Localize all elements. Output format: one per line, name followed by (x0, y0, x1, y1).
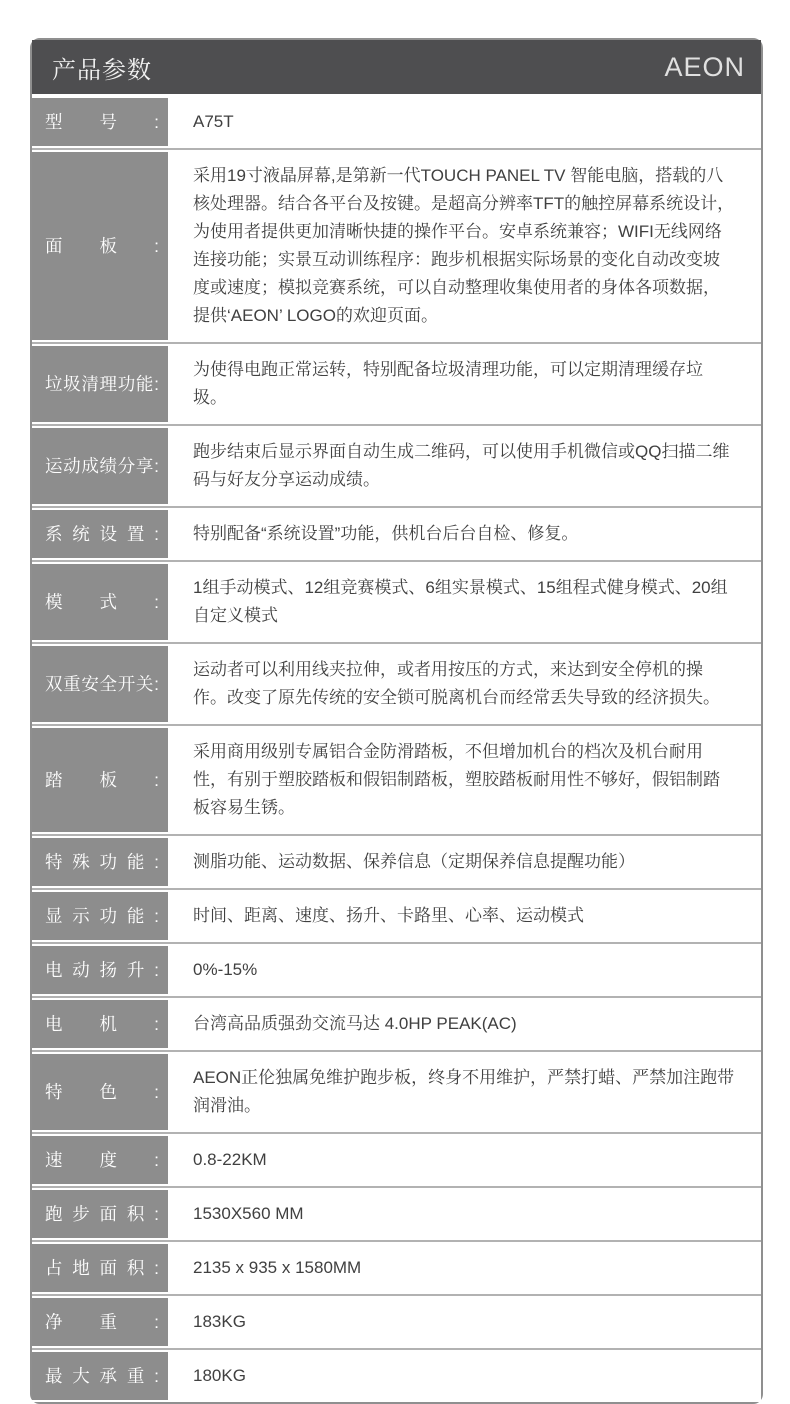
spec-label-cell (32, 1298, 168, 1346)
spec-label: 双重安全开关: (45, 674, 159, 694)
brand-logo-text: AEON (664, 51, 745, 82)
spec-label: 占地面积: (45, 1258, 159, 1278)
spec-value-cell (173, 1000, 761, 1048)
spec-row (32, 1294, 761, 1348)
spec-label-cell (32, 838, 168, 886)
spec-label-cell (32, 346, 168, 422)
spec-value-cell (173, 646, 761, 722)
spec-value: A75T (193, 112, 234, 131)
spec-value-cell (173, 510, 761, 558)
spec-value: 180KG (193, 1366, 246, 1385)
spec-row (32, 996, 761, 1050)
spec-row (32, 506, 761, 560)
spec-value-cell (173, 1190, 761, 1238)
spec-value-cell (173, 346, 761, 422)
spec-label: 电机: (45, 1014, 159, 1034)
spec-value: 1530X560 MM (193, 1204, 304, 1223)
spec-label-cell (32, 428, 168, 504)
spec-value: 2135 x 935 x 1580MM (193, 1258, 362, 1277)
spec-value-cell (173, 564, 761, 640)
spec-value: 0.8-22KM (193, 1150, 267, 1169)
spec-label-cell (32, 1190, 168, 1238)
spec-label-cell (32, 646, 168, 722)
spec-value-cell (173, 728, 761, 832)
spec-label: 速度: (45, 1150, 159, 1170)
spec-value-cell (173, 1352, 761, 1400)
spec-row (32, 96, 761, 148)
spec-value: 采用商用级别专属铝合金防滑踏板，不但增加机台的档次及机台耐用性，有别于塑胶踏板和假铝制踏板，塑胶踏板耐用性不够好，假铝制踏板容易生锈。 (193, 742, 720, 817)
spec-value-cell (173, 892, 761, 940)
spec-value-cell (173, 1136, 761, 1184)
spec-label: 型号: (45, 112, 159, 132)
spec-label-cell (32, 98, 168, 146)
spec-row (32, 1240, 761, 1294)
spec-label-cell (32, 1244, 168, 1292)
spec-label: 特殊功能: (45, 852, 159, 872)
spec-table-header (32, 40, 761, 94)
spec-value-cell (173, 152, 761, 340)
spec-row (32, 642, 761, 724)
spec-value: 测脂功能、运动数据、保养信息（定期保养信息提醒功能） (193, 852, 635, 871)
spec-label-cell (32, 728, 168, 832)
spec-label: 垃圾清理功能: (45, 374, 159, 394)
spec-label: 模式: (45, 592, 159, 612)
spec-row (32, 560, 761, 642)
spec-row (32, 834, 761, 888)
spec-label-cell (32, 892, 168, 940)
spec-label: 电动扬升: (45, 960, 159, 980)
spec-value-cell (173, 1244, 761, 1292)
spec-label-cell (32, 1054, 168, 1130)
spec-label-cell (32, 1352, 168, 1400)
spec-row (32, 1186, 761, 1240)
spec-value-cell (173, 428, 761, 504)
spec-row (32, 1050, 761, 1132)
spec-row (32, 424, 761, 506)
spec-value: 时间、距离、速度、扬升、卡路里、心率、运动模式 (193, 906, 584, 925)
spec-row (32, 1132, 761, 1186)
spec-row (32, 1348, 761, 1402)
spec-label: 最大承重: (45, 1366, 159, 1386)
spec-label-cell (32, 152, 168, 340)
spec-label-cell (32, 1136, 168, 1184)
spec-value: 0%-15% (193, 960, 258, 979)
product-spec-table (30, 38, 763, 1404)
spec-value: 183KG (193, 1312, 246, 1331)
spec-value: 台湾高品质强劲交流马达 4.0HP PEAK(AC) (193, 1014, 517, 1033)
spec-value: 采用19寸液晶屏幕,是第新一代TOUCH PANEL TV 智能电脑，搭载的八核处理器。结合各平台及按键。是超高分辨率TFT的触控屏幕系统设计，为使用者提供更加清晰快捷的操作平台。安卓系统兼容；WIFI无线网络连接功能；实景互动训练程序：跑步机根据实际场景的变化自动改变坡度或速度；模拟竞赛系统，可以自动整理收集使用者的身体各项数据，提供‘AEON’ LOGO的欢迎页面。 (193, 166, 735, 325)
spec-label-cell (32, 946, 168, 994)
spec-label: 系统设置: (45, 524, 159, 544)
spec-value-cell (173, 1054, 761, 1130)
spec-label: 净重: (45, 1312, 159, 1332)
spec-rows (32, 94, 761, 1402)
spec-row (32, 342, 761, 424)
spec-value: 1组手动模式、12组竞赛模式、6组实景模式、15组程式健身模式、20组自定义模式 (193, 578, 728, 625)
spec-value-cell (173, 838, 761, 886)
spec-row (32, 724, 761, 834)
spec-label-cell (32, 564, 168, 640)
spec-label: 踏板: (45, 770, 159, 790)
spec-value-cell (173, 946, 761, 994)
spec-value: 跑步结束后显示界面自动生成二维码，可以使用手机微信或QQ扫描二维码与好友分享运动成绩。 (193, 442, 730, 489)
spec-row (32, 148, 761, 342)
spec-value: 为使得电跑正常运转，特别配备垃圾清理功能，可以定期清理缓存垃圾。 (193, 360, 703, 407)
spec-value-cell (173, 98, 761, 146)
spec-value: 特别配备“系统设置”功能，供机台后台自检、修复。 (193, 524, 579, 543)
spec-label-cell (32, 1000, 168, 1048)
spec-value-cell (173, 1298, 761, 1346)
spec-row (32, 942, 761, 996)
spec-value: 运动者可以利用线夹拉伸，或者用按压的方式，来达到安全停机的操作。改变了原先传统的安全锁可脱离机台而经常丢失导致的经济损失。 (193, 660, 720, 707)
page-title: 产品参数 (52, 56, 152, 84)
spec-label: 显示功能: (45, 906, 159, 926)
spec-label: 跑步面积: (45, 1204, 159, 1224)
spec-label-cell (32, 510, 168, 558)
spec-row (32, 888, 761, 942)
spec-label: 面板: (45, 236, 159, 256)
spec-label: 运动成绩分享: (45, 456, 159, 476)
spec-label: 特色: (45, 1082, 159, 1102)
spec-value: AEON正伦独属免维护跑步板，终身不用维护，严禁打蜡、严禁加注跑带润滑油。 (193, 1068, 735, 1115)
